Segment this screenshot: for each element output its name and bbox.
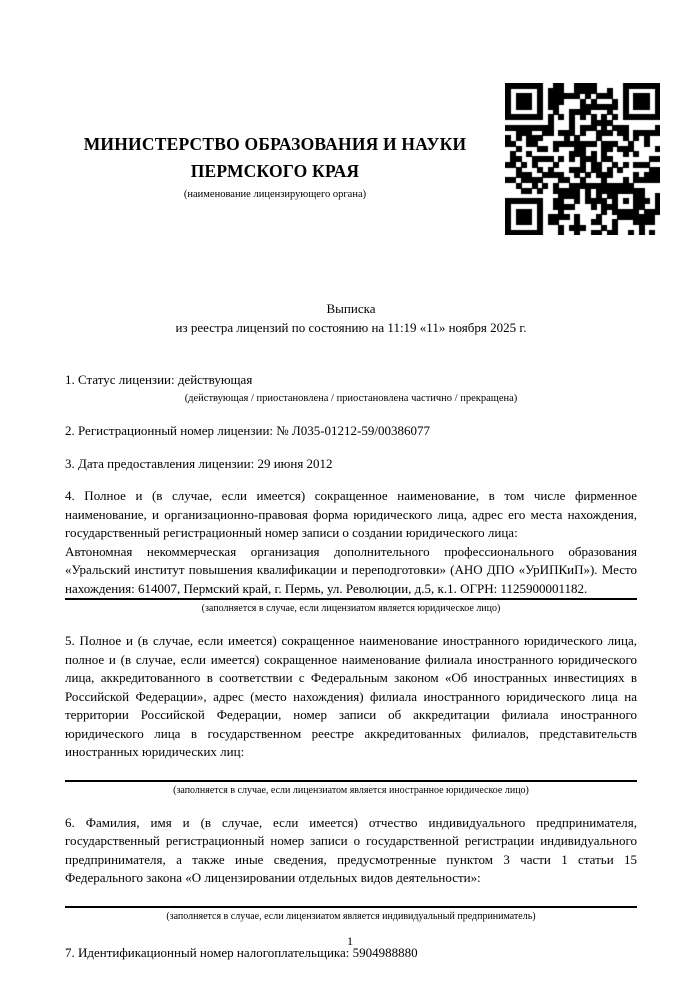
licensing-authority-block bbox=[65, 131, 485, 202]
foreign-legal-entity-value bbox=[65, 762, 637, 780]
individual-entrepreneur-value bbox=[65, 888, 637, 906]
item-foreign-legal-entity bbox=[65, 632, 637, 797]
document-header bbox=[0, 0, 700, 270]
item-legal-entity bbox=[65, 487, 637, 615]
foreign-legal-entity-caption: (заполняется в случае, если лицензиатом является иностранное юридическое лицо) bbox=[173, 784, 529, 796]
item-license-status bbox=[65, 371, 637, 408]
document-title-line2: из реестра лицензий по состоянию на 11:19 «11» ноября 2025 г. bbox=[175, 319, 527, 335]
license-status-options-caption: (действующая / приостановлена / приостановлена частично / прекращена) bbox=[184, 392, 518, 404]
foreign-legal-entity-fill-rule bbox=[65, 780, 637, 782]
individual-entrepreneur-fill-rule bbox=[65, 906, 637, 908]
individual-entrepreneur-label: 6. Фамилия, имя и (в случае, если имеется) отчество индивидуального предпринимателя, государственный регистрационный номер записи о государственной регистрации индивидуального предпринимателя, а также иные сведения, предусмотренные пунктом 3 части 1 статьи 15 Федерального закона «О лицензировании отдельных видов деятельности»: bbox=[65, 814, 637, 885]
item-taxpayer-id: 7. Идентификационный номер налогоплательщика: 5904988880 bbox=[65, 944, 418, 960]
item-license-grant-date: 3. Дата предоставления лицензии: 29 июня 2012 bbox=[65, 455, 333, 471]
foreign-legal-entity-label: 5. Полное и (в случае, если имеется) сокращенное наименование иностранного юридического лица, полное и (в случае, если имеется) сокращенное наименование филиала иностранного юридического лица, аккредитованного в соответствии с Федеральным законом «Об иностранных инвестициях в Российской Федерации», адрес (место нахождения) филиала иностранного юридического лица на территории Российской Федерации, номер записи об аккредитации филиала иностранного юридического лица в государственном реестре аккредитованных филиалов, представительств иностранных юридических лиц: bbox=[65, 633, 637, 759]
document-title bbox=[65, 300, 637, 337]
ministry-name-line1: МИНИСТЕРСТВО ОБРАЗОВАНИЯ И НАУКИ bbox=[83, 134, 467, 154]
page-number: 1 bbox=[347, 934, 353, 948]
individual-entrepreneur-caption: (заполняется в случае, если лицензиатом является индивидуальный предприниматель) bbox=[166, 910, 536, 922]
legal-entity-fill-rule bbox=[65, 598, 637, 600]
ministry-name-line2: ПЕРМСКОГО КРАЯ bbox=[190, 161, 360, 181]
legal-entity-label: 4. Полное и (в случае, если имеется) сокращенное наименование, в том числе фирменное наименование, и организационно-правовая форма юридического лица, адрес его места нахождения, государственный регистрационный номер записи о создании юридического лица: bbox=[65, 488, 637, 540]
license-status-text: 1. Статус лицензии: действующая bbox=[65, 372, 253, 387]
document-title-line1: Выписка bbox=[326, 301, 376, 316]
item-individual-entrepreneur bbox=[65, 814, 637, 923]
document-body bbox=[65, 300, 637, 962]
qr-code-icon bbox=[505, 83, 660, 235]
legal-entity-caption: (заполняется в случае, если лицензиатом является юридическое лицо) bbox=[201, 603, 501, 614]
ministry-caption: (наименование лицензирующего органа) bbox=[183, 189, 367, 200]
qr-code-container bbox=[505, 83, 660, 235]
legal-entity-value: Автономная некоммерческая организация дополнительного профессионального образования «Уральский институт повышения квалификации и переподготовки» (АНО ДПО «УрИПКиП»). Место нахождения: 614007, Пермский край, г. Пермь, ул. Революции, д.5, к.1. ОГРН: 1125900001182. bbox=[65, 543, 637, 596]
item-registration-number: 2. Регистрационный номер лицензии: № Л035-01212-59/00386077 bbox=[65, 423, 431, 438]
